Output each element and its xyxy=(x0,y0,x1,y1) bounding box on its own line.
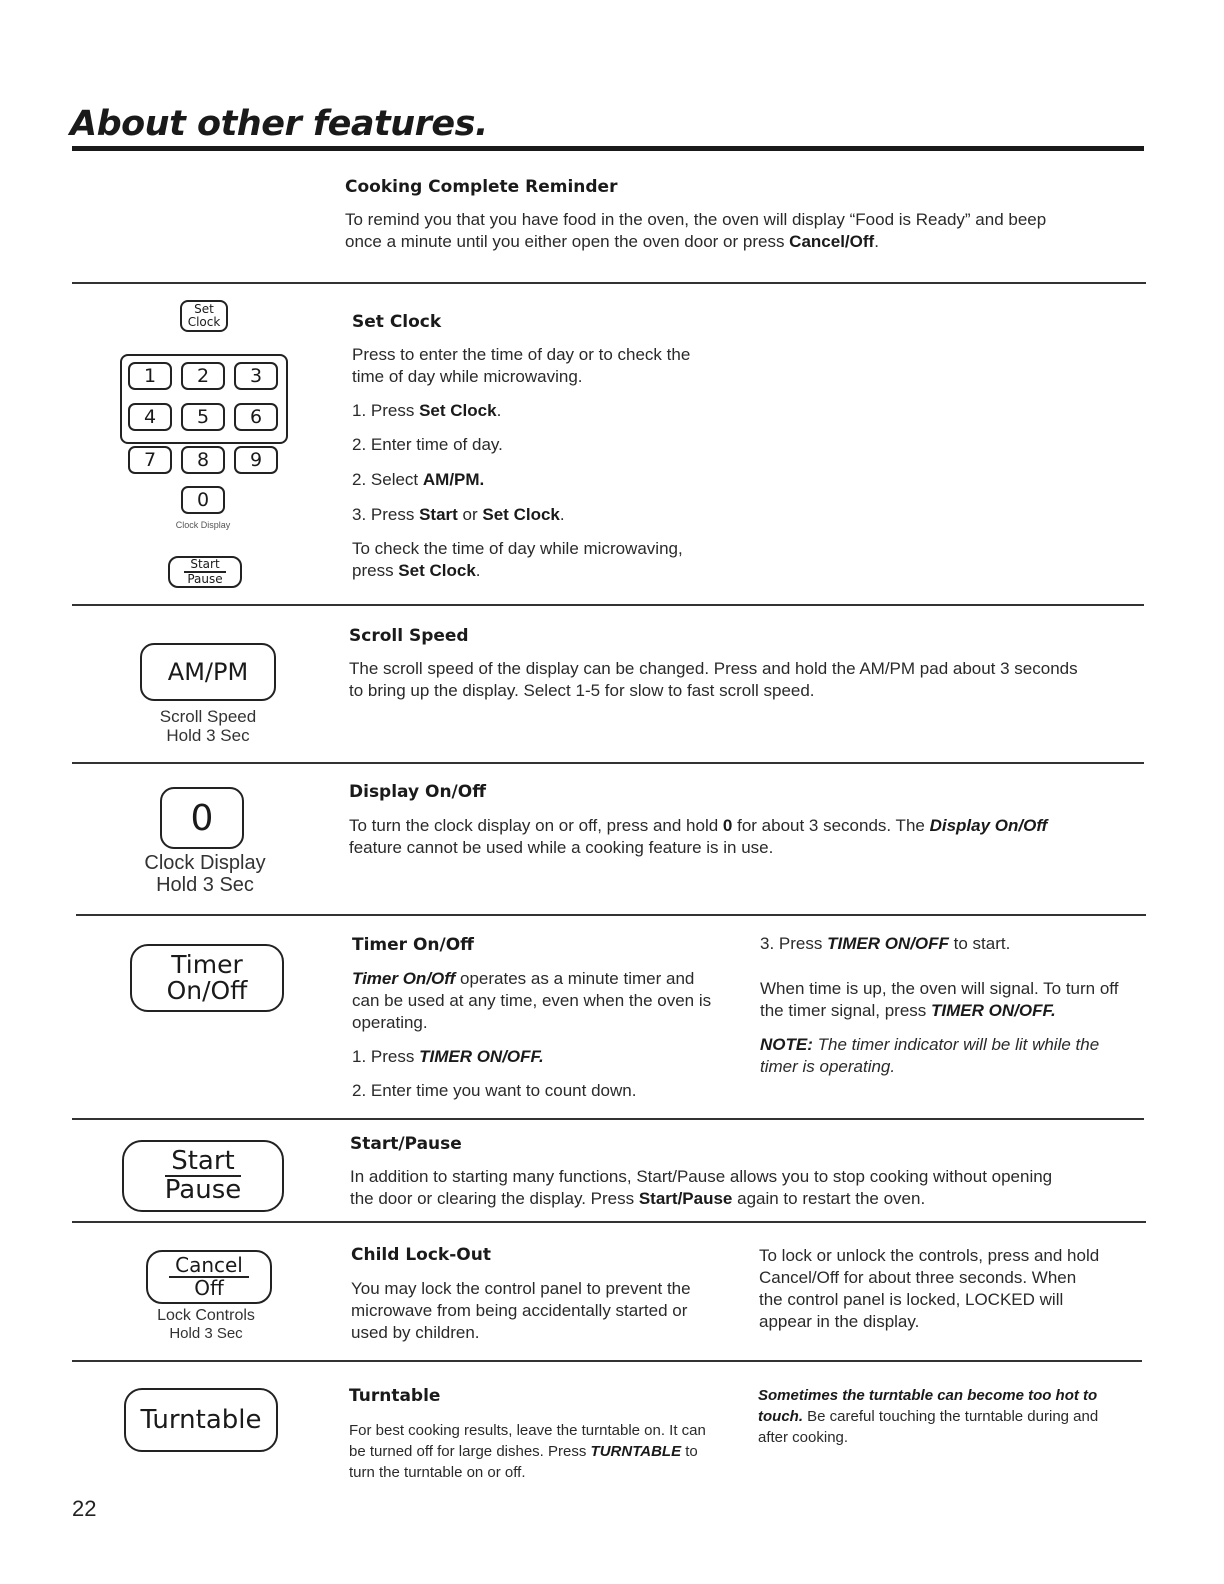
divider xyxy=(72,282,1146,284)
child-lockout-left-1: You may lock the control panel to prevent the xyxy=(351,1279,691,1298)
set-clock-intro-2: time of day while microwaving. xyxy=(352,367,583,386)
turntable-warning-2: touch. Be careful touching the turntable during and xyxy=(758,1408,1099,1425)
set-clock-key-line-2: Clock xyxy=(187,315,221,329)
am-pm-key[interactable]: AM/PM xyxy=(140,643,276,701)
child-lockout-right-3: the control panel is locked, LOCKED will xyxy=(759,1290,1064,1309)
clock-display-zero-key[interactable]: 0 xyxy=(160,787,244,849)
lock-caption-1: Lock Controls xyxy=(157,1307,255,1324)
timer-title: Timer On/Off xyxy=(352,935,474,955)
scroll-speed-text-2: to bring up the display. Select 1-5 for slow to fast scroll speed. xyxy=(349,681,815,700)
digit-1-key[interactable]: 1 xyxy=(128,362,172,390)
digit-5-key[interactable]: 5 xyxy=(181,403,225,431)
cooking-reminder-title: Cooking Complete Reminder xyxy=(345,177,618,197)
start-pause-key[interactable] xyxy=(122,1140,284,1212)
scroll-speed-text-1: The scroll speed of the display can be changed. Press and hold the AM/PM pad about 3 seconds xyxy=(349,659,1078,678)
digit-7-key[interactable]: 7 xyxy=(128,446,172,474)
turntable-key[interactable]: Turntable xyxy=(124,1388,278,1452)
divider xyxy=(72,762,1144,764)
title-rule xyxy=(72,146,1144,151)
pause-label: Pause xyxy=(187,572,223,586)
display-caption-1: Clock Display xyxy=(144,852,266,874)
cooking-reminder-text-2: once a minute until you either open the oven door or press Cancel/Off. xyxy=(345,232,879,251)
digit-3-key[interactable]: 3 xyxy=(234,362,278,390)
divider xyxy=(76,914,1146,916)
cooking-reminder-text-1: To remind you that you have food in the oven, the oven will display “Food is Ready” and beep xyxy=(345,210,1047,229)
clock-display-mini-caption: Clock Display xyxy=(175,520,231,530)
child-lockout-title: Child Lock-Out xyxy=(351,1245,491,1265)
timer-onoff-key[interactable] xyxy=(130,944,284,1012)
set-clock-step-1: 1. Press Set Clock. xyxy=(352,401,502,420)
off-key-label: Off xyxy=(194,1276,224,1300)
set-clock-outro-2: press Set Clock. xyxy=(352,561,481,580)
timer-key-line-2: On/Off xyxy=(166,976,248,1005)
turntable-warning-1: Sometimes the turntable can become too hot to xyxy=(758,1387,1098,1404)
display-caption-2: Hold 3 Sec xyxy=(156,874,254,896)
turntable-left-1: For best cooking results, leave the turntable on. It can xyxy=(349,1422,706,1439)
turntable-title: Turntable xyxy=(349,1386,441,1406)
set-clock-step-4: 3. Press Start or Set Clock. xyxy=(352,505,565,524)
start-pause-mini-key[interactable] xyxy=(168,556,242,588)
timer-step-2: 2. Enter time you want to count down. xyxy=(352,1081,637,1100)
divider xyxy=(72,1360,1142,1362)
divider xyxy=(72,1221,1146,1223)
page-number: 22 xyxy=(72,1496,97,1521)
timer-key-line-1: Timer xyxy=(171,949,243,979)
display-onoff-text-1: To turn the clock display on or off, press and hold 0 for about 3 seconds. The Display On/Off xyxy=(349,816,1048,835)
scroll-speed-caption-2: Hold 3 Sec xyxy=(166,726,250,745)
digit-6-key[interactable]: 6 xyxy=(234,403,278,431)
start-key-label: Start xyxy=(165,1148,241,1177)
set-clock-outro-1: To check the time of day while microwaving, xyxy=(352,539,683,558)
divider xyxy=(72,604,1144,606)
divider xyxy=(72,1118,1144,1120)
cancel-key-label: Cancel xyxy=(169,1255,249,1278)
scroll-speed-caption-1: Scroll Speed xyxy=(159,707,257,726)
cancel-off-key[interactable] xyxy=(146,1250,272,1304)
turntable-left-3: turn the turntable on or off. xyxy=(349,1464,526,1481)
timer-note-1: NOTE: The timer indicator will be lit while the xyxy=(760,1035,1100,1054)
turntable-left-2: be turned off for large dishes. Press TURNTABLE to xyxy=(349,1443,698,1460)
digit-4-key[interactable]: 4 xyxy=(128,403,172,431)
set-clock-key-line-1: Set xyxy=(194,302,214,317)
display-onoff-title: Display On/Off xyxy=(349,782,486,802)
child-lockout-right-2: Cancel/Off for about three seconds. When xyxy=(759,1268,1077,1287)
digit-8-key[interactable]: 8 xyxy=(181,446,225,474)
child-lockout-left-2: microwave from being accidentally started or xyxy=(351,1301,688,1320)
set-clock-step-2: 2. Enter time of day. xyxy=(352,435,503,454)
set-clock-key[interactable] xyxy=(180,300,228,332)
child-lockout-left-3: used by children. xyxy=(351,1323,480,1342)
timer-note-2: timer is operating. xyxy=(760,1057,896,1076)
display-onoff-text-2: feature cannot be used while a cooking feature is in use. xyxy=(349,838,774,857)
set-clock-intro-1: Press to enter the time of day or to check the xyxy=(352,345,691,364)
timer-signal-1: When time is up, the oven will signal. To turn off xyxy=(760,979,1119,998)
timer-desc-1: Timer On/Off operates as a minute timer and xyxy=(352,969,695,988)
lock-caption-2: Hold 3 Sec xyxy=(169,1325,243,1342)
start-pause-title: Start/Pause xyxy=(350,1134,462,1154)
digit-0-key[interactable]: 0 xyxy=(181,486,225,514)
timer-desc-2: can be used at any time, even when the oven is xyxy=(352,991,712,1010)
timer-step-1: 1. Press TIMER ON/OFF. xyxy=(352,1047,544,1066)
child-lockout-right-4: appear in the display. xyxy=(759,1312,920,1331)
child-lockout-right-1: To lock or unlock the controls, press and hold xyxy=(759,1246,1100,1265)
timer-step-3: 3. Press TIMER ON/OFF to start. xyxy=(760,934,1011,953)
start-pause-text-1: In addition to starting many functions, Start/Pause allows you to stop cooking without opening xyxy=(350,1167,1053,1186)
timer-signal-2: the timer signal, press TIMER ON/OFF. xyxy=(760,1001,1056,1020)
timer-desc-3: operating. xyxy=(352,1013,428,1032)
digit-2-key[interactable]: 2 xyxy=(181,362,225,390)
digit-9-key[interactable]: 9 xyxy=(234,446,278,474)
scroll-speed-title: Scroll Speed xyxy=(349,626,469,646)
set-clock-step-3: 2. Select AM/PM. xyxy=(352,470,485,489)
page-title: About other features. xyxy=(70,104,488,144)
pause-key-label: Pause xyxy=(164,1175,242,1205)
start-label: Start xyxy=(184,558,225,573)
set-clock-title: Set Clock xyxy=(352,312,442,332)
start-pause-text-2: the door or clearing the display. Press Start/Pause again to restart the oven. xyxy=(350,1189,926,1208)
turntable-warning-3: after cooking. xyxy=(758,1429,849,1446)
